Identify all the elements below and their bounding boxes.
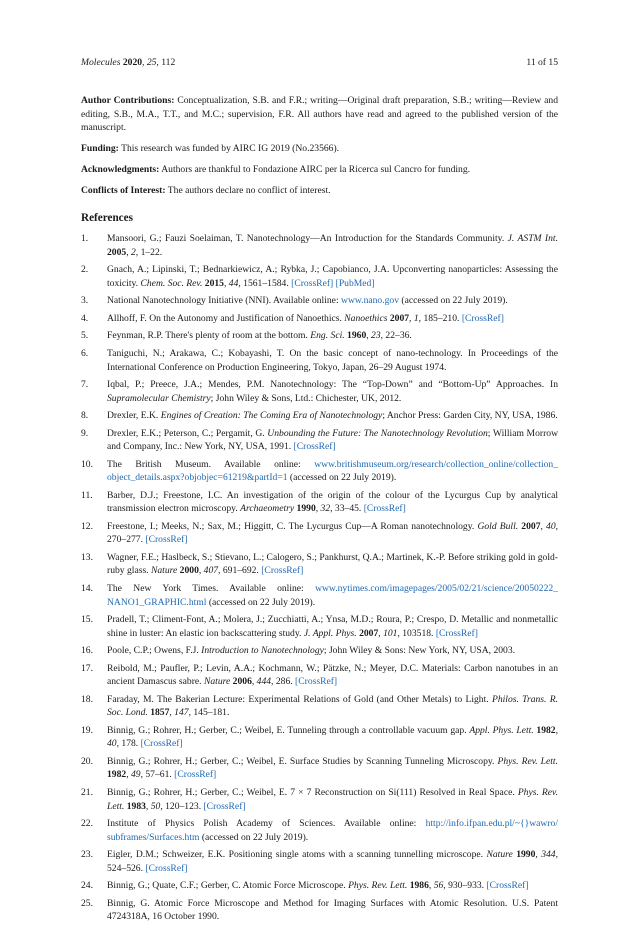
citation-text: ; John Wiley & Sons, Ltd.: Chichester, UK, 2012.	[210, 392, 402, 404]
citation-italic: 1	[413, 312, 419, 324]
citation-year: 1982	[536, 724, 556, 736]
citation-text: , 103518.	[397, 627, 436, 639]
reference-number: 25.	[81, 897, 93, 909]
citation-italic: Introduction to Nanotechnology	[201, 645, 324, 657]
reference-item	[81, 693, 558, 720]
section-label: Conflicts of Interest:	[81, 185, 166, 197]
citation-text: Binnig, G. Atomic Force Microscope and Method for Imaging Surfaces with Atomic Resolution. U.S. Patent 4724318A, 16 October 1990.	[107, 897, 558, 923]
reference-link[interactable]: [CrossRef]	[293, 441, 336, 453]
citation-text: , 286.	[271, 676, 296, 688]
citation-text: Wagner, F.E.; Haslbeck, S.; Stievano, L.; Calogero, S.; Pankhurst, Q.A.; Martinek, K.-P. Before striking gold in gold-ruby glass.	[107, 551, 558, 577]
citation-text: Pradell, T.; Climent-Font, A.; Molera, J.; Zucchiatti, A.; Ynsa, M.D.; Roura, P.; Crespo, D. Metallic and nonmetallic shine in luster: An elastic ion backscattering study.	[107, 614, 558, 639]
section-text: Conceptualization, S.B. and F.R.; writing—Original draft preparation, S.B.; writing—Review and editing, S.B., M.A., T.T., and M.C.; supervision, F.R. All authors have read and agreed to the published version of the manuscript.	[81, 95, 558, 134]
reference-link[interactable]: [CrossRef]	[140, 738, 183, 750]
citation-text: ; William Morrow and Company, Inc.: New York, NY, USA, 1991.	[107, 427, 558, 453]
citation-text: , 57–61.	[140, 769, 175, 781]
citation-italic: Nature	[150, 565, 178, 577]
citation-text: ,	[428, 880, 434, 892]
reference-number: 22.	[81, 818, 93, 829]
reference-number: 21.	[81, 786, 93, 798]
citation-text: , 120–123.	[160, 800, 204, 812]
section-label: Acknowledgments:	[81, 164, 160, 176]
citation-italic: Chem. Soc. Rev.	[140, 278, 203, 289]
citation-text: ,	[145, 800, 151, 812]
reference-item	[81, 520, 558, 547]
citation-text: Iqbal, P.; Preece, J.A.; Mendes, P.M. Nanotechnology: The “Top-Down” and “Bottom-Up” Approaches. In	[107, 379, 558, 391]
citation-text: ,	[169, 707, 175, 719]
reference-number: 12.	[81, 520, 93, 532]
citation-italic: Supramolecular Chemistry	[107, 392, 211, 404]
reference-item	[81, 427, 558, 454]
citation-year: 2006	[232, 676, 252, 688]
citation-text: ,	[223, 278, 229, 289]
reference-item	[81, 329, 558, 343]
citation-text: National Nanotechnology Initiative (NNI). Available online:	[107, 295, 342, 307]
citation-year: 2005	[107, 246, 127, 258]
citation-text: , 691–692.	[218, 565, 262, 577]
citation-text: , 1561–1584.	[238, 278, 292, 289]
reference-number: 4.	[81, 312, 89, 324]
citation-text: Binnig, G.; Rohrer, H.; Gerber, C.; Weibel, E. Tunneling through a controllable vacuum gap.	[107, 724, 470, 736]
citation-italic: Eng. Sci.	[310, 330, 345, 342]
journal-name: Molecules	[81, 57, 121, 68]
citation-text: Barber, D.J.; Freestone, I.C. An investigation of the origin of the colour of the Lycurgus Cup by analytical transmission electron microscopy.	[107, 489, 558, 515]
citation-text: , 930–933.	[443, 880, 487, 892]
citation-text: , 270–277.	[107, 520, 559, 546]
reference-link[interactable]: [CrossRef]	[295, 676, 338, 688]
reference-link[interactable]: www.nytimes.com/imagepages/2005/02/21/science/20050222_ NANO1_GRAPHIC.html	[107, 582, 558, 608]
citation-text: Feynman, R.P. There's plenty of room at the bottom.	[107, 330, 311, 342]
citation-italic: Nature	[486, 849, 513, 861]
citation-italic: Gold Bull.	[477, 520, 519, 532]
funding-statement	[81, 142, 558, 156]
reference-item	[81, 613, 558, 640]
reference-link[interactable]: [CrossRef]	[435, 627, 478, 639]
citation-text: Mansoori, G.; Fauzi Soelaiman, T. Nanotechnology—An Introduction for the Standards Community.	[107, 233, 508, 245]
reference-item	[81, 312, 558, 326]
citation-year: 2007	[359, 627, 379, 639]
reference-item	[81, 786, 558, 813]
reference-item	[81, 263, 558, 290]
citation-text: Reibold, M.; Paufler, P.; Levin, A.A.; Kochmann, W.; Pätzke, N.; Meyer, D.C. Materials: Carbon nanotubes in an ancient Damascus sabre.	[107, 662, 558, 688]
citation-year: 1857	[150, 707, 170, 719]
citation-text: Allhoff, F. On the Autonomy and Justification of Nanoethics.	[107, 312, 345, 324]
citation-italic: Nanoethics	[344, 312, 388, 324]
citation-italic: 147	[174, 707, 189, 719]
citation-text: , 22–36.	[380, 330, 412, 342]
reference-number: 16.	[81, 645, 93, 657]
reference-item	[81, 879, 558, 893]
reference-link[interactable]: [CrossRef]	[174, 769, 217, 781]
reference-item	[81, 897, 558, 924]
citation-year: 2007	[389, 312, 410, 324]
citation-text: (accessed on 22 July 2019).	[206, 596, 316, 608]
reference-link[interactable]: http://info.ifpan.edu.pl/~{}wawro/ subframes/Surfaces.htm	[107, 818, 558, 843]
reference-item	[81, 458, 558, 485]
reference-link[interactable]: [CrossRef]	[291, 278, 334, 289]
reference-number: 17.	[81, 662, 93, 674]
reference-number: 10.	[81, 458, 93, 470]
reference-item	[81, 817, 558, 844]
citation-text: , 178.	[116, 738, 141, 750]
citation-year: 1983	[126, 800, 146, 812]
reference-number: 13.	[81, 551, 93, 563]
citation-year: 2007	[521, 520, 541, 532]
citation-italic: Archaeometry	[240, 503, 295, 515]
reference-number: 8.	[81, 410, 89, 422]
citation-italic: 40	[107, 738, 117, 750]
citation-year: 1960	[347, 330, 367, 342]
reference-item	[81, 489, 558, 516]
citation-italic: 50	[150, 800, 161, 812]
citation-italic: 23	[371, 330, 381, 342]
reference-number: 24.	[81, 880, 93, 892]
reference-number: 7.	[81, 379, 89, 391]
citation-text: Drexler, E.K.	[107, 410, 161, 422]
citation-text: , 145–181.	[188, 707, 230, 719]
citation-italic: 40	[546, 520, 556, 532]
citation-italic: 344	[541, 849, 556, 861]
section-label: Funding:	[81, 143, 119, 155]
citation-italic: 444	[256, 676, 272, 688]
citation-year: 1990	[296, 503, 316, 515]
citation-year: 2015	[204, 278, 224, 289]
reference-item	[81, 232, 558, 259]
citation-text: ,	[126, 769, 131, 781]
citation-text: Freestone, I.; Meeks, N.; Sax, M.; Higgitt, C. The Lycurgus Cup—A Roman nanotechnology.	[107, 520, 478, 532]
citation-italic: Phys. Rev. Lett.	[348, 880, 408, 892]
reference-list	[81, 232, 558, 924]
reference-number: 14.	[81, 582, 93, 594]
citation-italic: J. ASTM Int.	[507, 233, 558, 245]
citation-text: Binnig, G.; Quate, C.F.; Gerber, C. Atomic Force Microscope.	[107, 880, 349, 892]
citation-text: Taniguchi, N.; Arakawa, C.; Kobayashi, T. On the basic concept of nano-technology. In Proceedings of the International Conference on Production Engineering, Tokyo, Japan, 26–29 August 1974.	[107, 347, 558, 373]
citation-italic: 32	[320, 503, 331, 515]
reference-item	[81, 582, 558, 609]
citation-text: ,	[378, 627, 384, 639]
reference-link[interactable]: www.nano.gov	[341, 295, 400, 307]
reference-link[interactable]: [PubMed]	[335, 278, 375, 289]
citation-italic: Philos. Trans. R. Soc. Lond.	[107, 693, 558, 719]
citation-text: ,	[251, 676, 257, 688]
section-text: This research was funded by AIRC IG 2019 (No.23566).	[121, 143, 340, 155]
citation-text: , 1–22.	[135, 246, 163, 258]
reference-number: 9.	[81, 427, 89, 439]
citation-italic: 44	[228, 278, 239, 289]
reference-link[interactable]: www.britishmuseum.org/research/collection_online/collection_ object_details.aspx?objobjec=61219&partId=1	[107, 458, 558, 484]
citation-year: 1986	[409, 880, 429, 892]
citation-text: ; Anchor Press: Garden City, NY, USA, 1986.	[382, 410, 558, 422]
citation-italic: Phys. Rev. Lett.	[107, 786, 558, 812]
page-number: 11 of 15	[526, 57, 558, 68]
reference-link[interactable]: [CrossRef]	[461, 312, 504, 324]
reference-number: 6.	[81, 347, 89, 359]
citation-text: Binnig, G.; Rohrer, H.; Gerber, C.; Weibel, E. 7 × 7 Reconstruction on Si(111) Resolved in Real Space.	[107, 786, 518, 798]
reference-item	[81, 724, 558, 751]
citation-text: Eigler, D.M.; Schweizer, E.K. Positioning single atoms with a scanning tunnelling microscope.	[107, 849, 487, 861]
citation-text: ,	[555, 724, 558, 736]
citation-text: The British Museum. Available online:	[107, 458, 315, 470]
reference-item	[81, 848, 558, 875]
reference-link[interactable]: [CrossRef]	[145, 534, 188, 546]
citation-text: ,	[315, 503, 321, 515]
citation-italic: Appl. Phys. Lett.	[469, 724, 534, 736]
reference-link[interactable]: [CrossRef]	[363, 503, 406, 515]
section-text: Authors are thankful to Fondazione AIRC per la Ricerca sul Cancro for funding.	[161, 164, 471, 176]
citation-italic: Engines of Creation: The Coming Era of Nanotechnology	[160, 410, 383, 422]
reference-link[interactable]: [CrossRef]	[261, 565, 304, 577]
citation-text: ,	[540, 520, 547, 532]
citation-text: ,	[535, 849, 542, 861]
journal-volume: 25	[146, 57, 157, 68]
author-contributions	[81, 94, 558, 135]
citation-text: Binnig, G.; Rohrer, H.; Gerber, C.; Weibel, E. Surface Studies by Scanning Tunneling Microscopy.	[107, 755, 498, 767]
reference-link[interactable]: [CrossRef]	[203, 800, 246, 812]
citation-text: ,	[198, 565, 204, 577]
citation-text: Institute of Physics Polish Academy of Sciences. Available online:	[107, 818, 426, 829]
citation-italic: 49	[130, 769, 141, 781]
citation-text: Faraday, M. The Bakerian Lecture: Experimental Relations of Gold (and Other Metals) to Light.	[107, 693, 492, 705]
reference-number: 19.	[81, 724, 93, 736]
reference-number: 23.	[81, 849, 93, 861]
reference-item	[81, 644, 558, 658]
citation-text: (accessed on 22 July 2019).	[399, 295, 508, 307]
citation-text: (accessed on 22 July 2019).	[287, 472, 397, 484]
citation-year: 1990	[516, 849, 536, 861]
citation-text: , 185–210.	[418, 312, 462, 324]
citation-text: ,	[366, 330, 372, 342]
citation-text: Gnach, A.; Lipinski, T.; Bednarkiewicz, A.; Rybka, J.; Capobianco, J.A. Upconverting nanoparticles: Assessing the toxicity.	[107, 264, 558, 289]
reference-link[interactable]: [CrossRef]	[145, 862, 188, 874]
citation-italic: 56	[433, 880, 444, 892]
citation-italic: Unbounding the Future: The Nanotechnology Revolution	[267, 427, 488, 439]
citation-italic: 407	[203, 565, 219, 577]
citation-italic: 2	[130, 246, 136, 258]
section-label: Author Contributions:	[81, 95, 175, 106]
citation-year: 2000	[179, 565, 199, 577]
page-content	[81, 94, 558, 928]
reference-item	[81, 347, 558, 374]
citation-year: 1982	[107, 769, 127, 781]
citation-text: ,	[126, 246, 131, 258]
citation-text: ,	[409, 312, 414, 324]
reference-number: 2.	[81, 264, 89, 276]
citation-italic: Nature	[203, 676, 231, 688]
reference-number: 3.	[81, 295, 89, 307]
citation-italic: 101	[383, 627, 398, 639]
reference-item	[81, 409, 558, 423]
reference-number: 20.	[81, 755, 93, 767]
article-number: 112	[161, 57, 176, 68]
citation-italic: J. Appl. Phys.	[303, 627, 357, 639]
reference-number: 5.	[81, 330, 89, 342]
citation-italic: Phys. Rev. Lett.	[497, 755, 558, 767]
acknowledgments	[81, 163, 558, 177]
citation-text: Drexler, E.K.; Peterson, C.; Pergamit, G.	[107, 427, 268, 439]
references-heading: References	[81, 211, 133, 224]
conflicts-of-interest	[81, 184, 558, 198]
reference-item	[81, 551, 558, 578]
reference-item	[81, 662, 558, 689]
citation-text: , 524–526.	[107, 849, 558, 874]
citation-text: Poole, C.P.; Owens, F.J.	[107, 645, 202, 657]
citation-text: The New York Times. Available online:	[107, 582, 316, 594]
reference-number: 18.	[81, 693, 93, 705]
reference-item	[81, 294, 558, 308]
running-header: Molecules 2020, 25, 112 11 of 15	[81, 57, 558, 68]
citation-text: ; John Wiley & Sons: New York, NY, USA, 2003.	[323, 645, 516, 657]
reference-item	[81, 755, 558, 782]
citation-text: (accessed on 22 July 2019).	[199, 831, 309, 843]
reference-item	[81, 378, 558, 405]
reference-number: 15.	[81, 614, 93, 626]
reference-link[interactable]: [CrossRef]	[486, 880, 529, 892]
citation-text: , 33–45.	[330, 503, 364, 515]
journal-year: 2020	[122, 57, 143, 68]
reference-number: 11.	[81, 489, 93, 501]
reference-number: 1.	[81, 233, 89, 245]
section-text: The authors declare no conflict of interest.	[167, 185, 331, 197]
